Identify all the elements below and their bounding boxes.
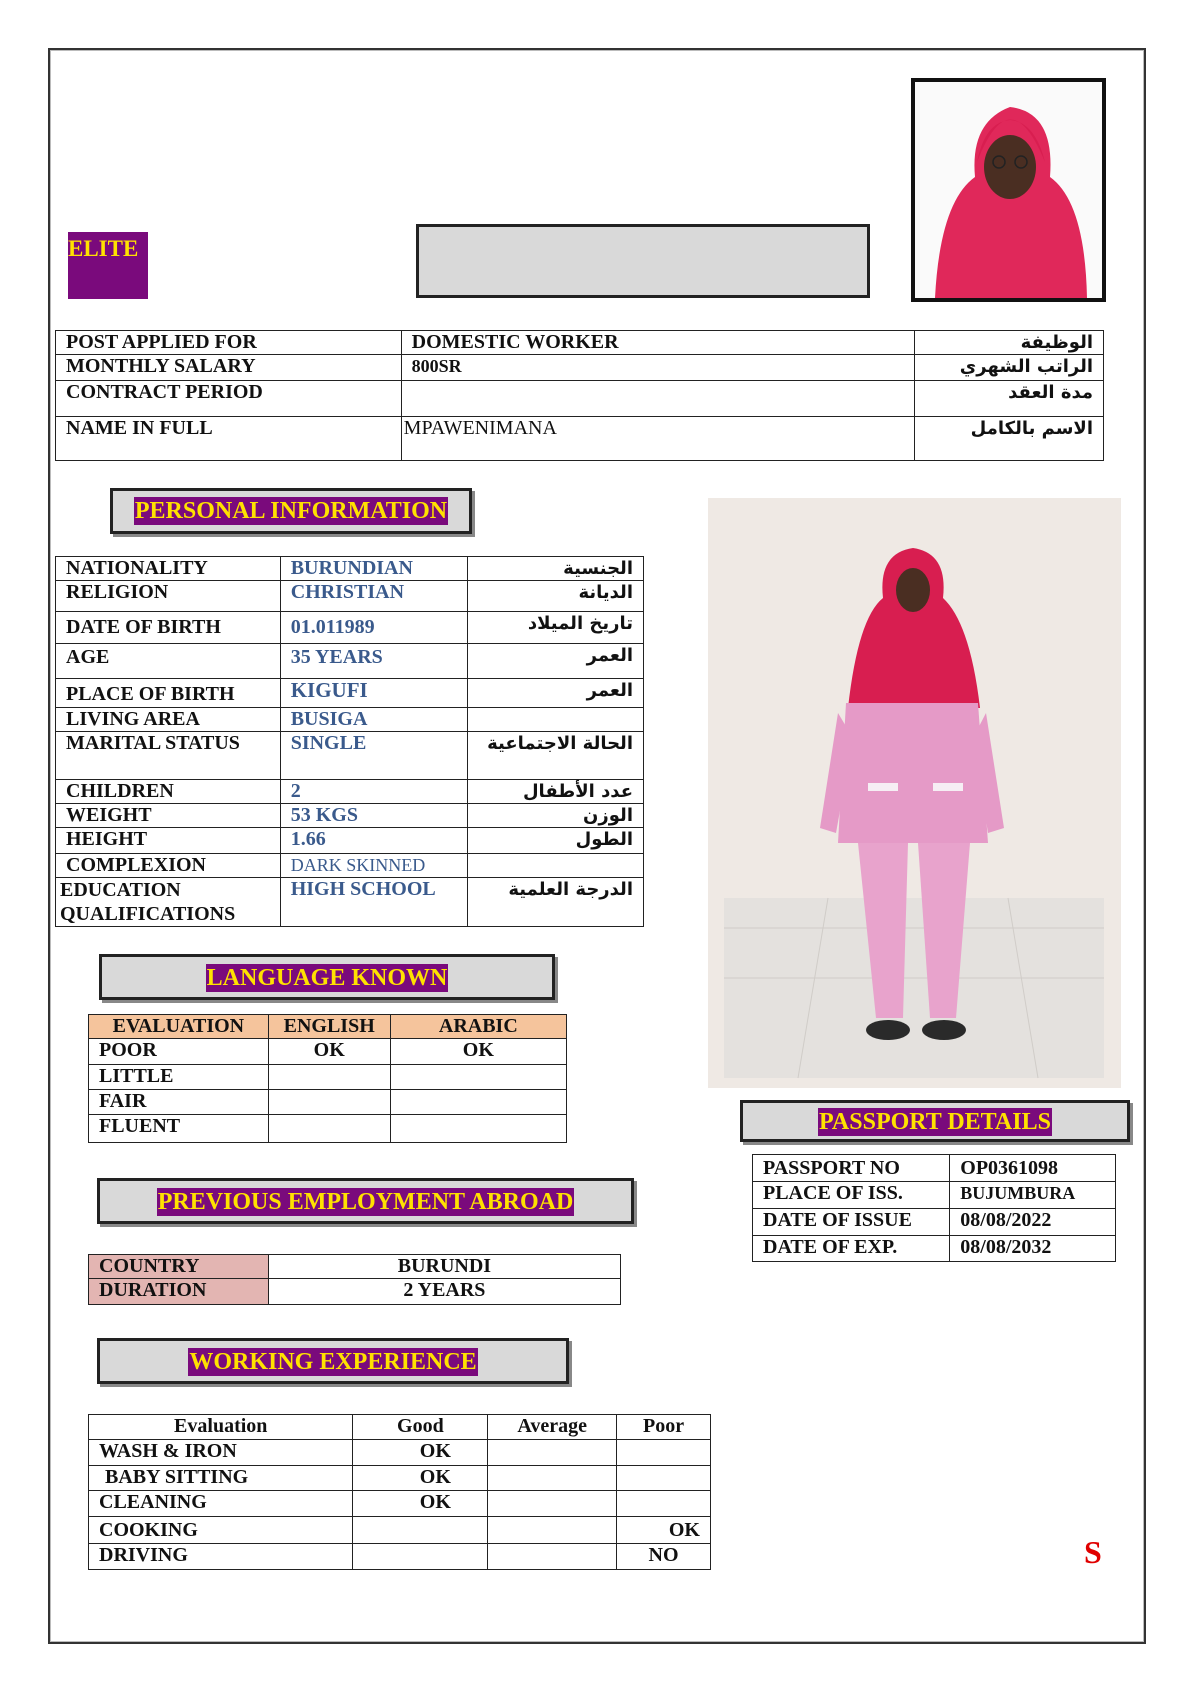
table-row [56, 828, 644, 854]
table-row [56, 679, 644, 708]
col-header: Good [353, 1415, 488, 1440]
col-header: ARABIC [390, 1015, 566, 1039]
salary-value: 800SR [401, 355, 914, 381]
table-row [89, 1440, 711, 1466]
language-title: LANGUAGE KNOWN [206, 965, 448, 991]
col-header: ENGLISH [268, 1015, 390, 1039]
average-value [488, 1466, 617, 1491]
table-row [56, 612, 644, 644]
row-value: 01.011989 [280, 612, 468, 644]
row-value: BURUNDIAN [280, 557, 468, 581]
table-row [56, 331, 1104, 355]
full-body-photo-image [708, 498, 1121, 1088]
row-label: MARITAL STATUS [56, 732, 281, 780]
contract-label: CONTRACT PERIOD [56, 381, 402, 417]
table-row [56, 854, 644, 878]
english-value: OK [268, 1039, 390, 1065]
table-row [56, 381, 1104, 417]
poor-value: NO [617, 1544, 711, 1570]
name-banner-box [416, 224, 870, 298]
good-value [353, 1517, 488, 1544]
arabic-value [390, 1065, 566, 1090]
col-header: Average [488, 1415, 617, 1440]
fullname-value: MPAWENIMANA [401, 417, 914, 461]
row-label: COMPLEXION [56, 854, 281, 878]
passport-label: DATE OF EXP. [753, 1236, 950, 1262]
row-value: BUSIGA [280, 708, 468, 732]
skill-label: CLEANING [89, 1491, 353, 1517]
good-value: OK [353, 1466, 488, 1491]
post-table [55, 330, 1104, 461]
table-row [56, 581, 644, 612]
working-experience-table [88, 1414, 711, 1570]
duration-label: DURATION [89, 1279, 269, 1305]
col-header: Evaluation [89, 1415, 353, 1440]
poor-value [617, 1491, 711, 1517]
poor-value: OK [617, 1517, 711, 1544]
table-row [89, 1015, 567, 1039]
table-row [89, 1279, 621, 1305]
average-value [488, 1491, 617, 1517]
level-label: LITTLE [89, 1065, 269, 1090]
row-value: DARK SKINNED [280, 854, 468, 878]
table-row [89, 1115, 567, 1143]
row-value: 35 YEARS [280, 644, 468, 679]
english-value [268, 1090, 390, 1115]
table-row [89, 1090, 567, 1115]
corner-mark: S [1084, 1534, 1102, 1570]
level-label: FLUENT [89, 1115, 269, 1143]
table-row [56, 732, 644, 780]
row-arabic: الدرجة العلمية [468, 878, 644, 927]
skill-label: COOKING [89, 1517, 353, 1544]
skill-label: WASH & IRON [89, 1440, 353, 1466]
average-value [488, 1440, 617, 1466]
good-value: OK [353, 1491, 488, 1517]
poor-value [617, 1466, 711, 1491]
row-label: NATIONALITY [56, 557, 281, 581]
row-arabic: تاريخ الميلاد [468, 612, 644, 644]
passport-label: PLACE OF ISS. [753, 1182, 950, 1209]
arabic-value: OK [390, 1039, 566, 1065]
skill-label: DRIVING [89, 1544, 353, 1570]
country-value: BURUNDI [268, 1255, 620, 1279]
passport-header [740, 1100, 1130, 1142]
row-value: 2 [280, 780, 468, 804]
previous-employment-title: PREVIOUS EMPLOYMENT ABROAD [157, 1189, 574, 1215]
language-table [88, 1014, 567, 1143]
language-header [99, 954, 555, 1000]
row-label: PLACE OF BIRTH [56, 679, 281, 708]
table-row [56, 878, 644, 927]
row-label: RELIGION [56, 581, 281, 612]
post-label: POST APPLIED FOR [56, 331, 402, 355]
table-row [753, 1155, 1116, 1182]
row-arabic: الطول [468, 828, 644, 854]
personal-info-title: PERSONAL INFORMATION [134, 498, 448, 524]
salary-label: MONTHLY SALARY [56, 355, 402, 381]
row-label: DATE OF BIRTH [56, 612, 281, 644]
passport-photo-image [915, 82, 1102, 298]
post-value: DOMESTIC WORKER [401, 331, 914, 355]
personal-info-header [110, 488, 472, 534]
table-row [56, 804, 644, 828]
average-value [488, 1517, 617, 1544]
row-label: AGE [56, 644, 281, 679]
row-arabic: الحالة الاجتماعية [468, 732, 644, 780]
row-label: HEIGHT [56, 828, 281, 854]
post-arabic: الوظيفة [915, 331, 1104, 355]
previous-employment-header [97, 1178, 634, 1224]
fullname-arabic: الاسم بالكامل [915, 417, 1104, 461]
row-label: EDUCATION QUALIFICATIONS [56, 878, 281, 927]
row-arabic: الديانة [468, 581, 644, 612]
row-value: 1.66 [280, 828, 468, 854]
table-row [753, 1236, 1116, 1262]
english-value [268, 1115, 390, 1143]
col-header: Poor [617, 1415, 711, 1440]
english-value [268, 1065, 390, 1090]
table-row [753, 1182, 1116, 1209]
row-value: CHRISTIAN [280, 581, 468, 612]
good-value: OK [353, 1440, 488, 1466]
level-label: POOR [89, 1039, 269, 1065]
passport-value: OP0361098 [950, 1155, 1116, 1182]
passport-photo [911, 78, 1106, 302]
good-value [353, 1544, 488, 1570]
table-row [89, 1065, 567, 1090]
row-label: CHILDREN [56, 780, 281, 804]
contract-value [401, 381, 914, 417]
table-row [89, 1039, 567, 1065]
previous-employment-table [88, 1254, 621, 1305]
personal-info-table [55, 556, 644, 927]
salary-arabic: الراتب الشهري [915, 355, 1104, 381]
level-label: FAIR [89, 1090, 269, 1115]
table-row [56, 708, 644, 732]
passport-label: DATE OF ISSUE [753, 1209, 950, 1236]
table-row [56, 355, 1104, 381]
row-value: HIGH SCHOOL [280, 878, 468, 927]
duration-value: 2 YEARS [268, 1279, 620, 1305]
agency-logo [68, 232, 148, 299]
table-row [56, 417, 1104, 461]
table-row [56, 557, 644, 581]
full-body-photo [708, 498, 1121, 1088]
working-experience-title: WORKING EXPERIENCE [189, 1349, 477, 1375]
row-label: WEIGHT [56, 804, 281, 828]
row-arabic: العمر [468, 679, 644, 708]
logo-text: ELITE [68, 236, 139, 261]
table-row [89, 1466, 711, 1491]
row-arabic: الوزن [468, 804, 644, 828]
arabic-value [390, 1115, 566, 1143]
passport-value: BUJUMBURA [950, 1182, 1116, 1209]
country-label: COUNTRY [89, 1255, 269, 1279]
passport-value: 08/08/2022 [950, 1209, 1116, 1236]
passport-value: 08/08/2032 [950, 1236, 1116, 1262]
row-arabic [468, 854, 644, 878]
table-row [89, 1491, 711, 1517]
passport-label: PASSPORT NO [753, 1155, 950, 1182]
average-value [488, 1544, 617, 1570]
row-value: SINGLE [280, 732, 468, 780]
passport-title: PASSPORT DETAILS [819, 1109, 1051, 1135]
row-label: LIVING AREA [56, 708, 281, 732]
row-arabic: الجنسية [468, 557, 644, 581]
table-row [89, 1255, 621, 1279]
skill-label: BABY SITTING [89, 1466, 353, 1491]
row-arabic: عدد الأطفال [468, 780, 644, 804]
arabic-value [390, 1090, 566, 1115]
table-row [89, 1517, 711, 1544]
table-row [89, 1544, 711, 1570]
row-value: KIGUFI [280, 679, 468, 708]
row-value: 53 KGS [280, 804, 468, 828]
table-row [56, 644, 644, 679]
row-arabic: العمر [468, 644, 644, 679]
poor-value [617, 1440, 711, 1466]
working-experience-header [97, 1338, 569, 1384]
table-row [753, 1209, 1116, 1236]
table-row [89, 1415, 711, 1440]
contract-arabic: مدة العقد [915, 381, 1104, 417]
row-arabic [468, 708, 644, 732]
table-row [56, 780, 644, 804]
col-header: EVALUATION [89, 1015, 269, 1039]
fullname-label: NAME IN FULL [56, 417, 402, 461]
passport-table [752, 1154, 1116, 1262]
